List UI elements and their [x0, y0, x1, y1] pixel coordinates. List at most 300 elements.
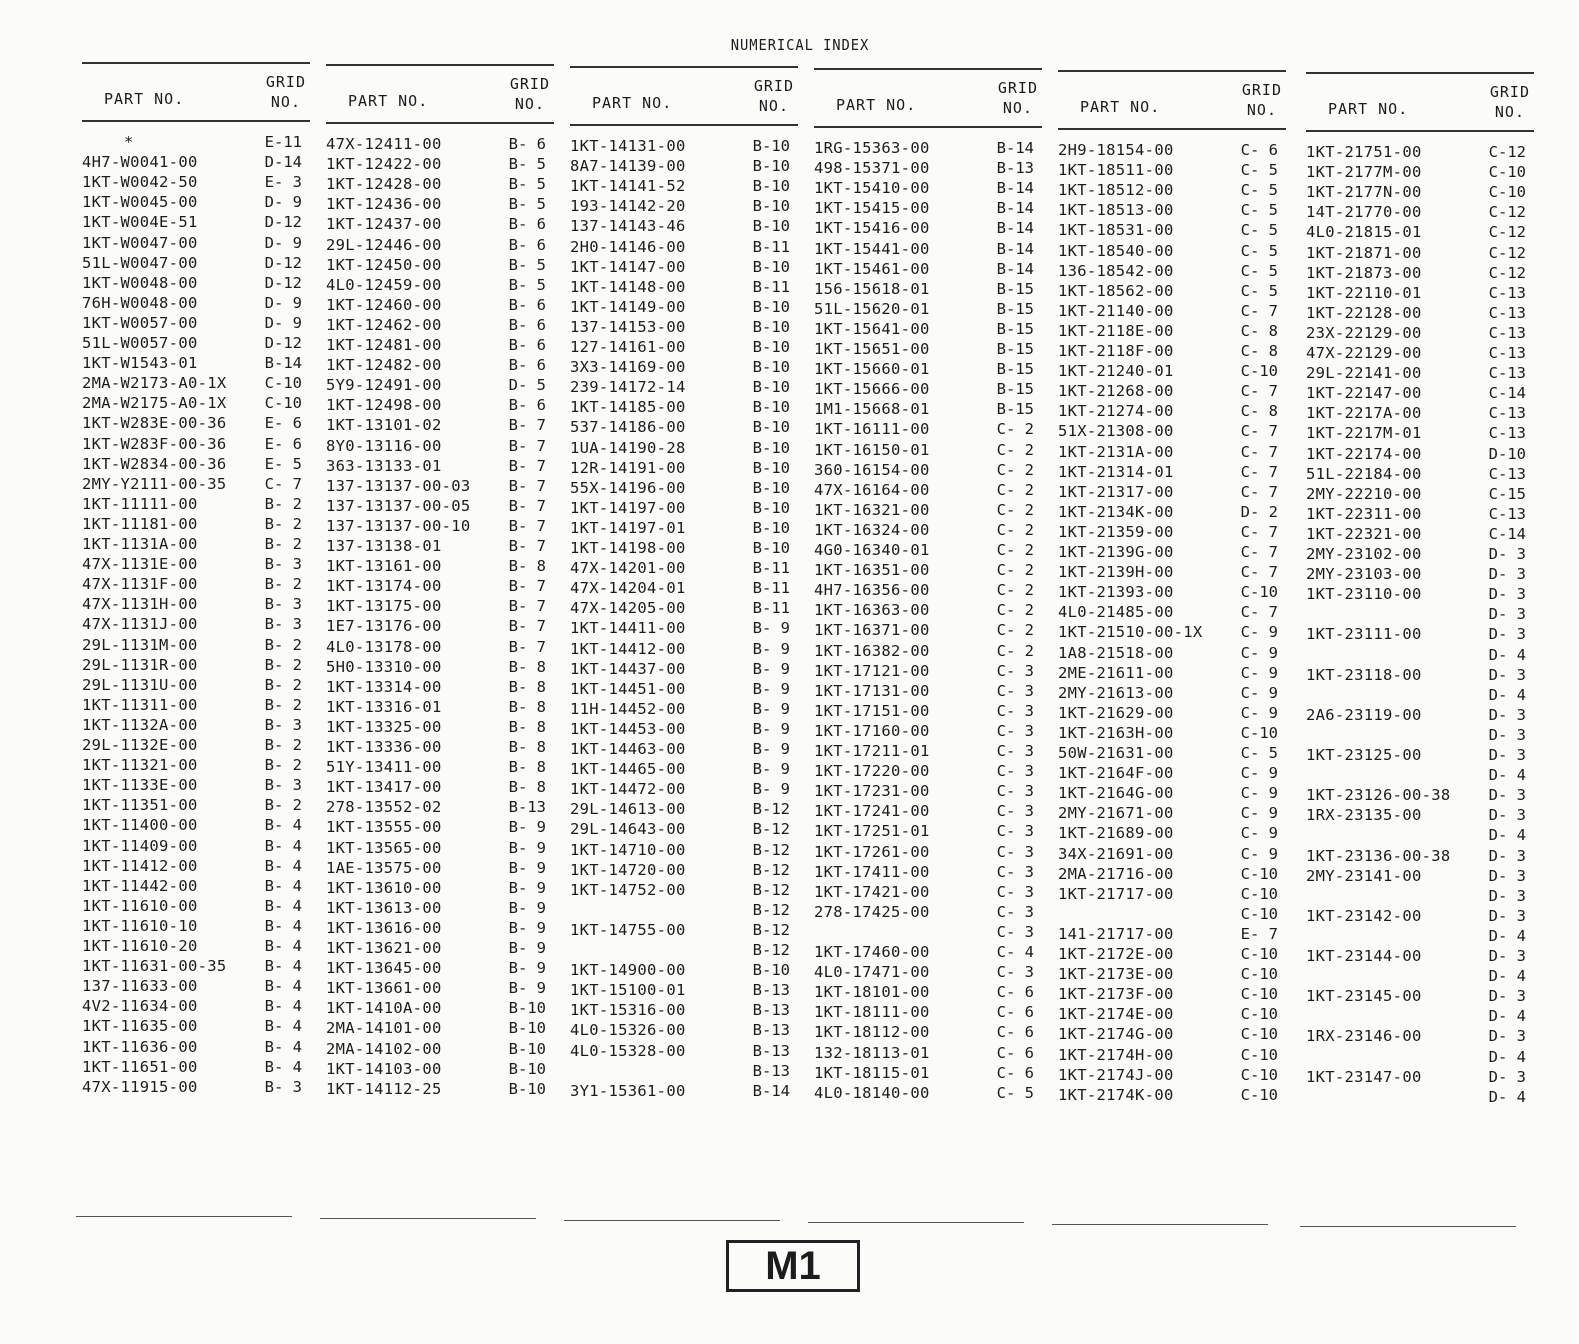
index-row [570, 277, 798, 297]
part-no-header: PART NO. [1328, 100, 1409, 118]
grid-number: D- 3 [1488, 806, 1526, 825]
grid-number: C- 7 [1240, 301, 1278, 320]
footer-rule [564, 1220, 780, 1221]
grid-number: B- 9 [752, 719, 790, 738]
grid-number: C- 2 [996, 520, 1034, 539]
part-number: 1KT-13621-00 [326, 939, 442, 957]
grid-number: B- 6 [508, 215, 546, 234]
index-row [82, 273, 310, 293]
part-number: 1KT-14147-00 [570, 257, 686, 276]
index-row [1058, 1004, 1286, 1024]
part-number: 8A7-14139-00 [570, 157, 686, 176]
index-row [1306, 142, 1534, 162]
grid-number: C- 6 [996, 1043, 1034, 1062]
grid-number: B- 9 [752, 740, 790, 758]
grid-number: B-10 [508, 999, 546, 1018]
index-row [570, 920, 798, 940]
part-number: 1KT-W1543-01 [82, 354, 198, 373]
part-number: 1KT-18111-00 [814, 1003, 930, 1022]
grid-header-line2: NO. [1002, 99, 1033, 117]
grid-number: C- 7 [1240, 563, 1278, 582]
index-row [1058, 944, 1286, 964]
index-row [1058, 823, 1286, 843]
index-row [814, 500, 1042, 520]
part-number: 1KT-14472-00 [570, 780, 686, 799]
index-row [326, 938, 554, 958]
index-row [326, 616, 554, 636]
index-row [1058, 582, 1286, 602]
grid-number: B- 9 [508, 898, 546, 917]
grid-number: C-13 [1488, 303, 1526, 322]
index-row [1306, 765, 1534, 785]
grid-number: C-13 [1488, 323, 1526, 342]
index-row [570, 860, 798, 880]
grid-header-line1: GRID [1241, 81, 1282, 99]
grid-number: B-12 [752, 900, 790, 919]
index-row [82, 936, 310, 956]
part-number: 1KT-15100-01 [570, 981, 686, 1000]
part-number: 1KT-13661-00 [326, 979, 442, 998]
column-header [1058, 72, 1286, 130]
grid-number: C-15 [1488, 484, 1526, 503]
part-number: 1KT-W283E-00-36 [82, 414, 227, 433]
grid-number: B- 3 [264, 615, 302, 634]
part-number: 1M1-15668-01 [814, 400, 930, 419]
index-row [814, 701, 1042, 721]
index-row [82, 212, 310, 232]
grid-number: C-10 [1240, 723, 1278, 742]
index-row [814, 239, 1042, 259]
grid-number: B-14 [996, 219, 1034, 238]
index-row [570, 1000, 798, 1020]
grid-number: D- 9 [264, 293, 302, 312]
index-row [82, 293, 310, 313]
part-number: 1KT-W0048-00 [82, 273, 198, 292]
grid-number: B-10 [752, 478, 790, 497]
part-number: 2MY-23141-00 [1306, 866, 1422, 885]
grid-number: D- 3 [1488, 987, 1526, 1006]
index-row [82, 675, 310, 695]
grid-number: B- 4 [264, 916, 302, 935]
grid-number: B- 9 [508, 878, 546, 897]
grid-number: C-12 [1488, 203, 1526, 222]
index-row [1058, 703, 1286, 723]
grid-number: C- 2 [996, 541, 1034, 559]
part-number: 537-14186-00 [570, 418, 686, 437]
part-number: 1KT-2177N-00 [1306, 183, 1422, 202]
index-row [326, 737, 554, 757]
part-number: 1KT-11631-00-35 [82, 957, 227, 976]
grid-number: B-10 [752, 137, 790, 155]
part-number: 1KT-15416-00 [814, 219, 930, 238]
grid-number: D- 4 [1488, 1087, 1526, 1106]
index-row [1058, 1045, 1286, 1065]
grid-number: B-10 [752, 317, 790, 336]
grid-number: B- 4 [264, 957, 302, 976]
part-number: 1KT-2217A-00 [1306, 404, 1422, 423]
index-row [570, 538, 798, 558]
part-number: 1KT-23111-00 [1306, 625, 1422, 644]
index-row [82, 152, 310, 172]
grid-number: C- 5 [1240, 744, 1278, 762]
grid-number: B-10 [752, 358, 790, 377]
index-row [1058, 381, 1286, 401]
grid-number: D- 4 [1488, 1047, 1526, 1066]
index-row [1058, 261, 1286, 281]
index-row [814, 1043, 1042, 1063]
index-row [1306, 986, 1534, 1006]
index-row [570, 679, 798, 699]
grid-number: D- 3 [1488, 906, 1526, 925]
part-number: 12R-14191-00 [570, 458, 686, 477]
grid-number: C- 6 [996, 1003, 1034, 1022]
grid-number: D- 9 [264, 313, 302, 332]
grid-number: B- 9 [508, 818, 546, 837]
part-number: 1KT-18115-01 [814, 1063, 930, 1082]
grid-number: B-14 [996, 239, 1034, 258]
grid-number: B- 8 [508, 738, 546, 756]
grid-number: B- 9 [508, 939, 546, 957]
part-number: 3X3-14169-00 [570, 358, 686, 377]
part-number: 1KT-15641-00 [814, 319, 930, 338]
grid-number: B- 6 [508, 336, 546, 354]
part-number: 47X-1131E-00 [82, 555, 198, 574]
grid-number: B- 4 [264, 876, 302, 895]
index-row [82, 735, 310, 755]
grid-number: B- 5 [508, 275, 546, 294]
part-number: 29L-14643-00 [570, 820, 686, 839]
grid-number: B- 2 [264, 575, 302, 594]
part-number: 4L0-21815-01 [1306, 223, 1422, 242]
grid-header-line1: GRID [265, 73, 306, 91]
grid-number: B- 4 [264, 937, 302, 955]
part-number: 1A8-21518-00 [1058, 643, 1174, 662]
part-number: 1KT-11400-00 [82, 816, 198, 835]
column-header [326, 66, 554, 124]
part-number: 51L-22184-00 [1306, 464, 1422, 483]
grid-number: B- 7 [508, 416, 546, 435]
index-row [1058, 723, 1286, 743]
grid-number: C- 2 [996, 460, 1034, 479]
index-row [326, 1039, 554, 1059]
index-row [570, 317, 798, 337]
part-number: 1KT-11181-00 [82, 514, 198, 533]
index-row [1306, 444, 1534, 464]
index-row [326, 355, 554, 375]
grid-number: D- 3 [1488, 665, 1526, 684]
index-row [814, 560, 1042, 580]
grid-number: B-10 [752, 458, 790, 477]
part-number: 2MY-23103-00 [1306, 565, 1422, 584]
index-row [82, 313, 310, 333]
column-header [814, 70, 1042, 128]
part-number: 1KT-12482-00 [326, 356, 442, 375]
part-number: 1KT-11351-00 [82, 796, 198, 815]
grid-header-line2: NO. [514, 95, 545, 113]
grid-number: C- 5 [1240, 161, 1278, 180]
part-number: 1KT-21751-00 [1306, 143, 1422, 161]
index-row [814, 1022, 1042, 1042]
index-column [82, 62, 310, 1096]
index-row [326, 858, 554, 878]
grid-number: C- 8 [1240, 321, 1278, 340]
index-row [1306, 1067, 1534, 1087]
index-row [1058, 442, 1286, 462]
index-row [570, 176, 798, 196]
part-number: 1KT-13316-01 [326, 697, 442, 716]
index-row [814, 339, 1042, 359]
grid-number: B- 5 [508, 175, 546, 194]
index-row [570, 458, 798, 478]
part-number: 1KT-2174G-00 [1058, 1025, 1174, 1044]
part-number: 1KT-11651-00 [82, 1057, 198, 1076]
part-number: 1KT-17131-00 [814, 681, 930, 700]
grid-number: B-10 [752, 398, 790, 417]
index-row [814, 761, 1042, 781]
grid-number: B-11 [752, 237, 790, 256]
grid-number: B-10 [752, 438, 790, 457]
grid-number: D- 3 [1488, 585, 1526, 604]
grid-number: B- 4 [264, 1017, 302, 1036]
part-number: 1KT-16150-01 [814, 440, 930, 459]
index-row [82, 956, 310, 976]
grid-number: B-14 [264, 354, 302, 373]
index-row [814, 460, 1042, 480]
grid-no-header [1242, 80, 1282, 120]
part-number: 1KT-23126-00-38 [1306, 786, 1451, 805]
index-row [1058, 321, 1286, 341]
grid-number: C-10 [1240, 945, 1278, 963]
index-row [570, 1041, 798, 1061]
index-row [1306, 604, 1534, 624]
part-number: 1KT-17160-00 [814, 721, 930, 740]
part-number: 1KT-W0045-00 [82, 193, 198, 212]
index-row [326, 978, 554, 998]
part-number: 1KT-2174E-00 [1058, 1005, 1174, 1024]
grid-number: E- 5 [264, 454, 302, 473]
part-number: 4L0-21485-00 [1058, 603, 1174, 622]
part-number: 1KT-15415-00 [814, 199, 930, 218]
grid-number: B- 4 [264, 816, 302, 835]
index-row [570, 659, 798, 679]
grid-number: C- 5 [996, 1083, 1034, 1102]
grid-number: C- 6 [996, 1023, 1034, 1042]
grid-number: B- 9 [508, 838, 546, 857]
grid-number: B-13 [752, 981, 790, 1000]
index-row [82, 916, 310, 936]
grid-number: C-13 [1488, 364, 1526, 383]
part-number: 1KT-2131A-00 [1058, 442, 1174, 461]
part-number: 1KT-2164F-00 [1058, 764, 1174, 783]
grid-header-line1: GRID [509, 75, 550, 93]
grid-number: B- 9 [508, 858, 546, 877]
part-number: 2MA-21716-00 [1058, 864, 1174, 883]
index-row [1306, 383, 1534, 403]
grid-number: C-12 [1488, 223, 1526, 242]
part-number: 1KT-14131-00 [570, 137, 686, 155]
part-number: 127-14161-00 [570, 338, 686, 356]
grid-number: C- 6 [1240, 141, 1278, 159]
part-number: 29L-22141-00 [1306, 364, 1422, 383]
part-number: 1KT-23145-00 [1306, 987, 1422, 1006]
part-number: 1KT-17211-01 [814, 742, 930, 760]
part-number: 1KT-2217M-01 [1306, 424, 1422, 443]
part-number: 1KT-18112-00 [814, 1023, 930, 1042]
index-row [82, 755, 310, 775]
part-number: 1KT-12422-00 [326, 155, 442, 174]
grid-number: C- 9 [1240, 683, 1278, 702]
index-row [1058, 622, 1286, 642]
grid-number: B- 5 [508, 255, 546, 274]
index-row [82, 494, 310, 514]
index-row [1306, 665, 1534, 685]
index-row [814, 359, 1042, 379]
grid-header-line2: NO. [1494, 103, 1525, 121]
part-number: 2MY-22210-00 [1306, 484, 1422, 503]
grid-number: C- 5 [1240, 181, 1278, 200]
index-row [814, 821, 1042, 841]
grid-number: D- 2 [1240, 502, 1278, 521]
part-number: 1RX-23135-00 [1306, 806, 1422, 825]
index-row [1058, 160, 1286, 180]
grid-number: D- 4 [1488, 826, 1526, 845]
grid-number: C-13 [1488, 504, 1526, 523]
index-row [82, 594, 310, 614]
footer-rule [1300, 1226, 1516, 1227]
part-number: 1KT-11412-00 [82, 856, 198, 875]
part-no-header: PART NO. [348, 92, 429, 110]
grid-number: C-10 [1240, 884, 1278, 903]
grid-number: B-10 [508, 1019, 546, 1038]
index-row [814, 741, 1042, 761]
index-row [326, 395, 554, 415]
grid-number: C- 3 [996, 902, 1034, 921]
index-row [814, 882, 1042, 902]
grid-number: B-10 [752, 418, 790, 437]
grid-number: B-10 [752, 217, 790, 236]
page-label: M1 [726, 1240, 860, 1292]
part-number: 11H-14452-00 [570, 699, 686, 718]
grid-number: B-10 [752, 518, 790, 537]
grid-number: B- 2 [264, 635, 302, 654]
index-row [1306, 1087, 1534, 1107]
index-row [570, 216, 798, 236]
part-number: 1KT-16363-00 [814, 601, 930, 620]
part-number: 1KT-11635-00 [82, 1017, 198, 1036]
part-number: 137-13137-00-05 [326, 496, 471, 515]
index-row [570, 639, 798, 659]
grid-number: B- 2 [264, 514, 302, 533]
index-row [326, 214, 554, 234]
part-number: 4L0-15326-00 [570, 1021, 686, 1040]
part-number: 1KT-12481-00 [326, 336, 442, 354]
index-row [1306, 946, 1534, 966]
part-number: 1KT-17411-00 [814, 862, 930, 881]
index-row [570, 618, 798, 638]
index-row [1306, 584, 1534, 604]
grid-number: C- 7 [264, 474, 302, 493]
index-row [1306, 745, 1534, 765]
index-row [1306, 263, 1534, 283]
index-row [814, 540, 1042, 560]
part-number: 1KT-22128-00 [1306, 303, 1422, 322]
grid-number: B- 2 [264, 796, 302, 815]
index-row [570, 598, 798, 618]
grid-number: B-11 [752, 599, 790, 618]
index-row [82, 1057, 310, 1077]
index-row [326, 1018, 554, 1038]
index-row [326, 275, 554, 295]
grid-number: E- 7 [1240, 924, 1278, 943]
grid-number: D-12 [264, 334, 302, 352]
index-row [814, 299, 1042, 319]
grid-number: B-10 [752, 498, 790, 517]
index-row [326, 154, 554, 174]
part-number: 1KT-W0047-00 [82, 233, 198, 252]
part-number: 47X-14201-00 [570, 559, 686, 578]
index-row [326, 1079, 554, 1099]
part-number: 1KT-11636-00 [82, 1037, 198, 1056]
index-row [82, 373, 310, 393]
grid-number: B- 7 [508, 496, 546, 515]
grid-number: B-10 [508, 1039, 546, 1058]
grid-number: B- 8 [508, 677, 546, 696]
grid-number: B-10 [752, 539, 790, 557]
grid-number: D- 3 [1488, 1027, 1526, 1046]
part-number: 1KT-17460-00 [814, 943, 930, 961]
index-row [1306, 464, 1534, 484]
column-header [570, 68, 798, 126]
index-row [814, 580, 1042, 600]
grid-number: B-15 [996, 400, 1034, 419]
grid-number: B- 4 [264, 836, 302, 855]
grid-number: B-14 [996, 259, 1034, 278]
part-number: 1KT-22311-00 [1306, 504, 1422, 523]
grid-number: B- 9 [752, 639, 790, 658]
index-row [1058, 401, 1286, 421]
part-number: 1KT-12498-00 [326, 396, 442, 415]
part-number: 1KT-18562-00 [1058, 281, 1174, 300]
part-number: 136-18542-00 [1058, 261, 1174, 280]
grid-number: B- 6 [508, 135, 546, 153]
index-row [1306, 1026, 1534, 1046]
index-row [1058, 683, 1286, 703]
index-row [570, 1020, 798, 1040]
footer-rule [808, 1222, 1024, 1223]
grid-number: C-10 [1240, 1085, 1278, 1104]
part-number: 2MY-21671-00 [1058, 804, 1174, 823]
part-number: 1KT-16111-00 [814, 420, 930, 439]
grid-number: B- 9 [752, 760, 790, 779]
part-number: 1KT-14411-00 [570, 619, 686, 638]
index-row [1306, 564, 1534, 584]
grid-number: C- 9 [1240, 643, 1278, 662]
part-number: 1KT-18513-00 [1058, 201, 1174, 220]
index-row [814, 198, 1042, 218]
grid-number: D- 3 [1488, 886, 1526, 905]
index-row [814, 1002, 1042, 1022]
index-row [570, 196, 798, 216]
index-row [326, 918, 554, 938]
part-number: 1KT-14197-01 [570, 518, 686, 537]
part-number: 1KT-W2834-00-36 [82, 454, 227, 473]
index-row [82, 795, 310, 815]
grid-number: B-10 [752, 961, 790, 980]
part-number: 1KT-23118-00 [1306, 665, 1422, 684]
index-row [326, 657, 554, 677]
part-number: 137-13138-01 [326, 537, 442, 555]
part-number: 5H0-13310-00 [326, 657, 442, 676]
